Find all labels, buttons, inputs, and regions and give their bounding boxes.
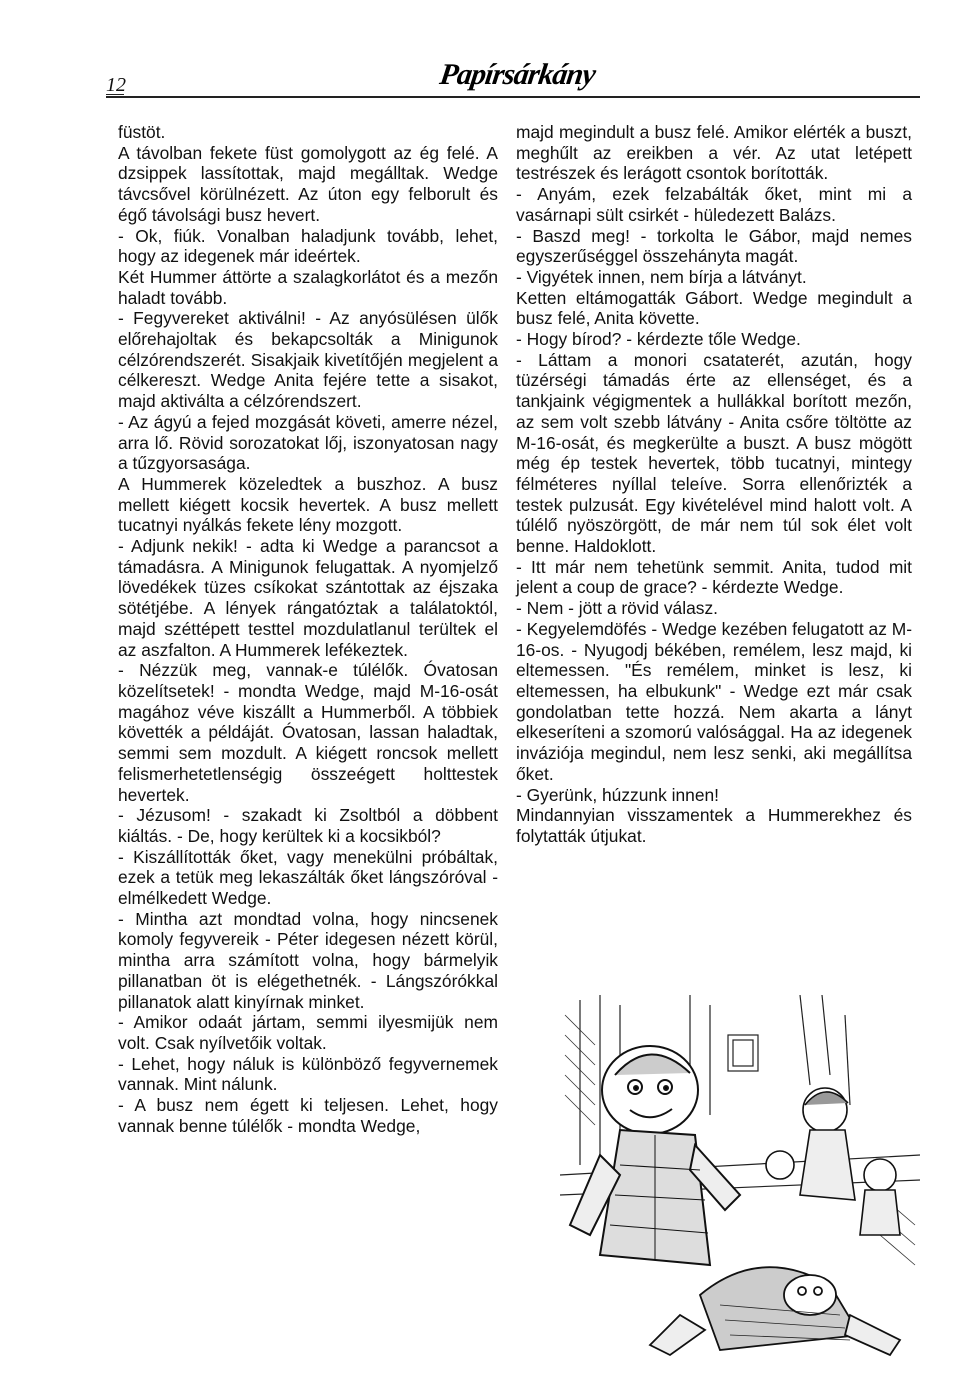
paragraph: Két Hummer áttörte a szalagkorlátot és a mezőn haladt tovább. <box>118 266 498 308</box>
paragraph: - Anyám, ezek felzabálták őket, mint mi a vasárnapi sült csirkét - hüledezett Balázs. <box>516 184 912 225</box>
paragraph: - Baszd meg! - torkolta le Gábor, majd nemes egyszerűséggel összehányta magát. <box>516 225 912 267</box>
paragraph: - Vigyétek innen, nem bírja a látványt. <box>516 266 807 287</box>
paragraph: - Kegyelemdöfés - Wedge kezében felugatott az M-16-os. - Nyugodj békében, remélem, lesz majd, ki eltemessen. "És remélem, minket is lesz, ki eltemessen, ha elbukunk" - Wedge ezt már csak gondolatban tette hozzá. Nem akarta a lányt elkeseríteni a szomorú valósággal. Ha az idegenek inváziója megindul, nem lesz senki, aki megállítsa őket. <box>516 618 913 784</box>
paragraph: Mindannyian visszamentek a Hummerekhez és folytatták útjukat. <box>516 805 912 846</box>
paragraph: A Hummerek közeledtek a buszhoz. A busz mellett kiégett kocsik hevertek. A busz mellett tucatnyi nyálkás fekete lény mozgott. <box>118 473 498 536</box>
paragraph: - Nézzük meg, vannak-e túlélők. Óvatosan közelítsetek! - mondta Wedge, majd M-16-osát magához véve kiszállt a Hummerből. A többiek követték a példáját. Óvatosan, lassan haladtak, semmi sem mozdult. A kiégett roncsok mellett felismerhetetlenségig összeégett holttestek hevertek. <box>118 660 498 805</box>
paragraph: majd megindult a busz felé. Amikor elérték a buszt, meghűlt az ereikben a vér. Az utat letépett testrészek és lerágott csontok borították. <box>516 122 912 184</box>
paragraph: - Láttam a monori csataterét, azután, hogy tüzérségi támadás érte az ellenséget, és a tankjaink végigmentek a hullákkal borított mezőn, az sem volt szebb látvány - Anita csőre töltötte az M-16-osát, és megkerülte a buszt. A busz mögött még ép testek hevertek, több tucatnyi, mintegy félméteres nyíllal teleíve. Sorra ellenőrizték a testek pulzusát. Egy kivételével mind halott volt. A túlélő nyöszörgött, de már nem túl sok élet volt benne. Haldoklott. <box>516 349 912 557</box>
paragraph: - A busz nem égett ki teljesen. Lehet, hogy vannak benne túlélők - mondta Wedge, <box>118 1095 498 1136</box>
paragraph: - Nem - jött a rövid válasz. <box>516 598 718 619</box>
paragraph: A távolban fekete füst gomolygott az ég felé. A dzsippek lassítottak, majd megálltak. Wedge távcsővel körülnézett. Az úton egy felborult és égő távolsági busz hevert. <box>118 142 498 225</box>
paragraph: - Hogy bírod? - kérdezte tőle Wedge. <box>516 329 801 350</box>
right-column <box>516 122 912 847</box>
paragraph: füstöt. <box>118 122 166 142</box>
paragraph: - Jézusom! - szakadt ki Zsoltból a döbbent kiáltás. - De, hogy kerültek ki a kocsikból? <box>118 805 498 846</box>
paragraph: - Az ágyú a fejed mozgását követi, amerre nézel, arra lő. Rövid sorozatokat lőj, iszonyatosan nagy a tűzgyorsasága. <box>118 411 498 474</box>
paragraph: - Lehet, hogy náluk is különböző fegyvernemek vannak. Mint nálunk. <box>118 1053 498 1095</box>
paragraph: - Mintha azt mondtad volna, hogy nincsenek komoly fegyvereik - Péter idegesen nézett körül, mintha arra számított volna, hogy bármelyik pillanatban öt is elégethetnék. - Lángszórókkal pillanatok alatt kinyírnak minket. <box>118 908 498 1012</box>
left-column <box>118 122 498 1136</box>
paragraph: - Kiszállították őket, vagy menekülni próbáltak, ezek a tetük meg lekaszálták őket lángszóróval - elmélkedett Wedge. <box>118 846 498 909</box>
paragraph: - Fegyvereket aktiválni! - Az anyósülésen ülők előrehajoltak és bekapcsolták a Minigunok célzórendszerét. Sisakjaik kivetítőjén megjelent a célkereszt. Wedge Anita fejére tette a sisakot, majd aktiválta a célzórendszert. <box>118 308 498 412</box>
paragraph: - Gyerünk, húzzunk innen! <box>516 784 719 805</box>
paragraph: - Adjunk nekik! - adta ki Wedge a parancsot a támadásra. A Minigunok felugattak. A nyomjelző lövedékek tüzes csíkokat szántottak az éjszaka sötétjébe. A lények rángatóztak a találatoktól, majd széttépett testtel mozdulatlanul terültek el az aszfalton. A Hummerek lefékeztek. <box>118 536 498 660</box>
paragraph: Ketten eltámogatták Gábort. Wedge megindult a busz felé, Anita követte. <box>516 287 912 329</box>
header-rule <box>106 96 920 98</box>
paragraph: - Itt már nem tehetünk semmit. Anita, tudod mit jelent a coup de grace? - kérdezte Wedge. <box>516 556 912 598</box>
comic-illustration <box>560 995 920 1360</box>
paragraph: - Ok, fiúk. Vonalban haladjunk tovább, lehet, hogy az idegenek már ideértek. <box>118 225 498 267</box>
magazine-logo: Papírsárkány <box>437 58 598 91</box>
page-number: 12 <box>106 74 126 96</box>
paragraph: - Amikor odaát jártam, semmi ilyesmijük nem volt. Csak nyílvetőik voltak. <box>118 1012 498 1053</box>
